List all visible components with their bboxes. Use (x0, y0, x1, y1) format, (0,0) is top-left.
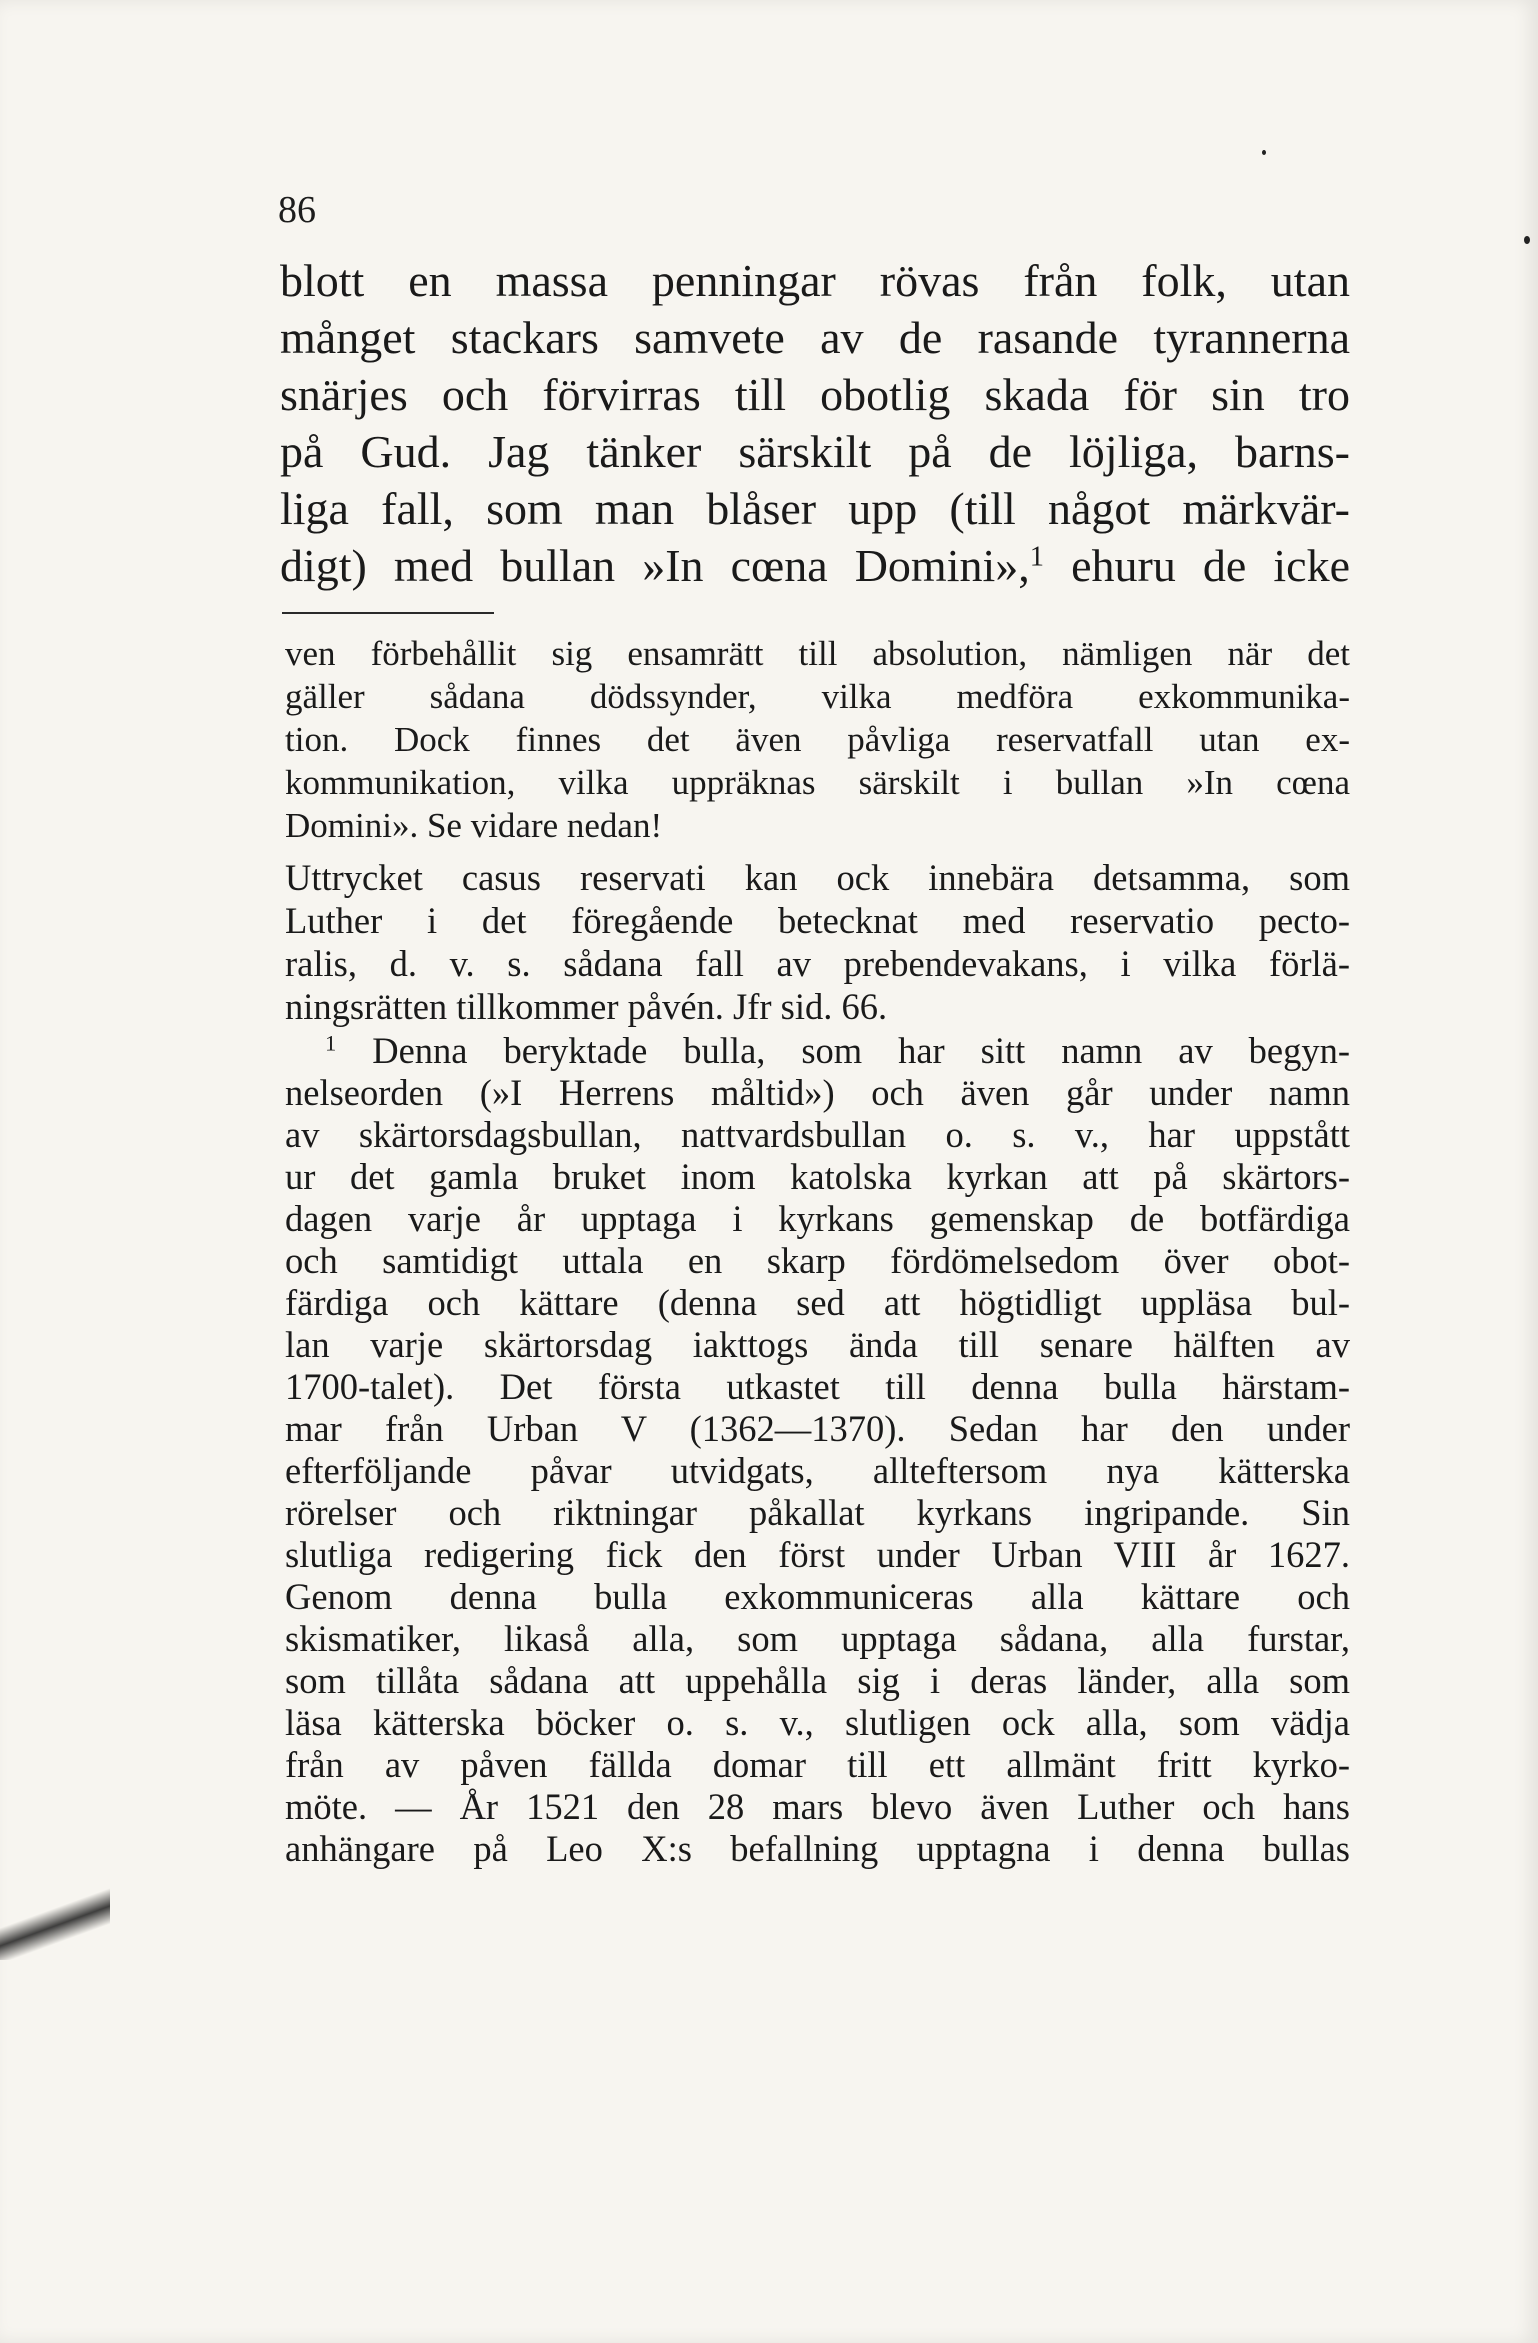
footnote-line: skismatiker, likaså alla, som upptaga sådana, alla furstar, (285, 1618, 1350, 1659)
footnote-divider (282, 612, 494, 614)
footnote-reference: 1 (1029, 541, 1045, 573)
footnote-line: ur det gamla bruket inom katolska kyrkan att på skärtors- (285, 1156, 1350, 1197)
footnote-line: ningsrätten tillkommer påvén. Jfr sid. 66. (285, 986, 888, 1027)
ink-speck (1262, 150, 1266, 155)
footnote-line: tion. Dock finnes det även påvliga reservatfall utan ex- (285, 720, 1350, 759)
footnote-line: dagen varje år upptaga i kyrkans gemenskap de botfärdiga (285, 1198, 1350, 1239)
footnote-line: rörelser och riktningar påkallat kyrkans ingripande. Sin (285, 1492, 1350, 1533)
footnote-line: 1700-talet). Det första utkastet till denna bulla härstam- (285, 1366, 1350, 1407)
main-line: liga fall, som man blåser upp (till något märkvär- (280, 483, 1350, 534)
footnote-continued (285, 632, 1350, 847)
footnote-line: kommunikation, vilka uppräknas särskilt i bullan »In cœna (285, 763, 1350, 802)
footnote-line: efterföljande påvar utvidgats, allteftersom nya kätterska (285, 1450, 1350, 1491)
main-line: månget stackars samvete av de rasande tyrannerna (280, 312, 1350, 363)
main-line: på Gud. Jag tänker särskilt på de löjliga, barns- (280, 426, 1350, 477)
footnote-line: anhängare på Leo X:s befallning upptagna i denna bullas (285, 1828, 1350, 1869)
page-edge-shadow (0, 1880, 110, 1960)
footnote-line: från av påven fällda domar till ett allmänt fritt kyrko- (285, 1744, 1350, 1785)
ink-speck (1524, 236, 1530, 244)
footnote-line (285, 1030, 1350, 1072)
footnote-1 (285, 1030, 1350, 1870)
footnote-line: Domini». Se vidare nedan! (285, 806, 663, 845)
footnote-line: färdiga och kättare (denna sed att högtidligt uppläsa bul- (285, 1282, 1350, 1323)
footnote-line: lan varje skärtorsdag iakttogs ända till senare hälften av (285, 1324, 1350, 1365)
footnote-line: möte. — År 1521 den 28 mars blevo även Luther och hans (285, 1786, 1350, 1827)
main-text (280, 252, 1350, 594)
footnote-line: som tillåta sådana att uppehålla sig i deras länder, alla som (285, 1660, 1350, 1701)
page-number: 86 (278, 189, 316, 231)
footnote-line: Luther i det föregående betecknat med reservatio pecto- (285, 900, 1350, 941)
footnote-line-text: Denna beryktade bulla, som har sitt namn av begyn- (336, 1030, 1350, 1071)
footnote-line: mar från Urban V (1362—1370). Sedan har den under (285, 1408, 1350, 1449)
main-line-text: digt) med bullan »In cœna Domini», (280, 540, 1030, 591)
footnote-line: och samtidigt uttala en skarp fördömelsedom över obot- (285, 1240, 1350, 1281)
footnote-line: Uttrycket casus reservati kan ock innebära detsamma, som (285, 857, 1350, 898)
footnote-line: läsa kätterska böcker o. s. v., slutligen ock alla, som vädja (285, 1702, 1350, 1743)
main-line-text: ehuru de icke (1044, 540, 1350, 591)
main-line: snärjes och förvirras till obotlig skada för sin tro (280, 369, 1350, 420)
footnote-line: gäller sådana dödssynder, vilka medföra exkommunika- (285, 677, 1350, 716)
footnote-paragraph (285, 856, 1350, 1028)
footnote-line: ralis, d. v. s. sådana fall av prebendevakans, i vilka förlä- (285, 943, 1350, 984)
footnote-line: Genom denna bulla exkommuniceras alla kättare och (285, 1576, 1350, 1617)
main-line: blott en massa penningar rövas från folk, utan (280, 255, 1350, 306)
footnote-line: av skärtorsdagsbullan, nattvardsbullan o. s. v., har uppstått (285, 1114, 1350, 1155)
footnote-marker: 1 (325, 1030, 337, 1056)
footnote-line: slutliga redigering fick den först under Urban VIII år 1627. (285, 1534, 1350, 1575)
main-line (280, 537, 1350, 594)
footnote-line: ven förbehållit sig ensamrätt till absolution, nämligen när det (285, 634, 1350, 673)
footnote-line: nelseorden (»I Herrens måltid») och även går under namn (285, 1072, 1350, 1113)
